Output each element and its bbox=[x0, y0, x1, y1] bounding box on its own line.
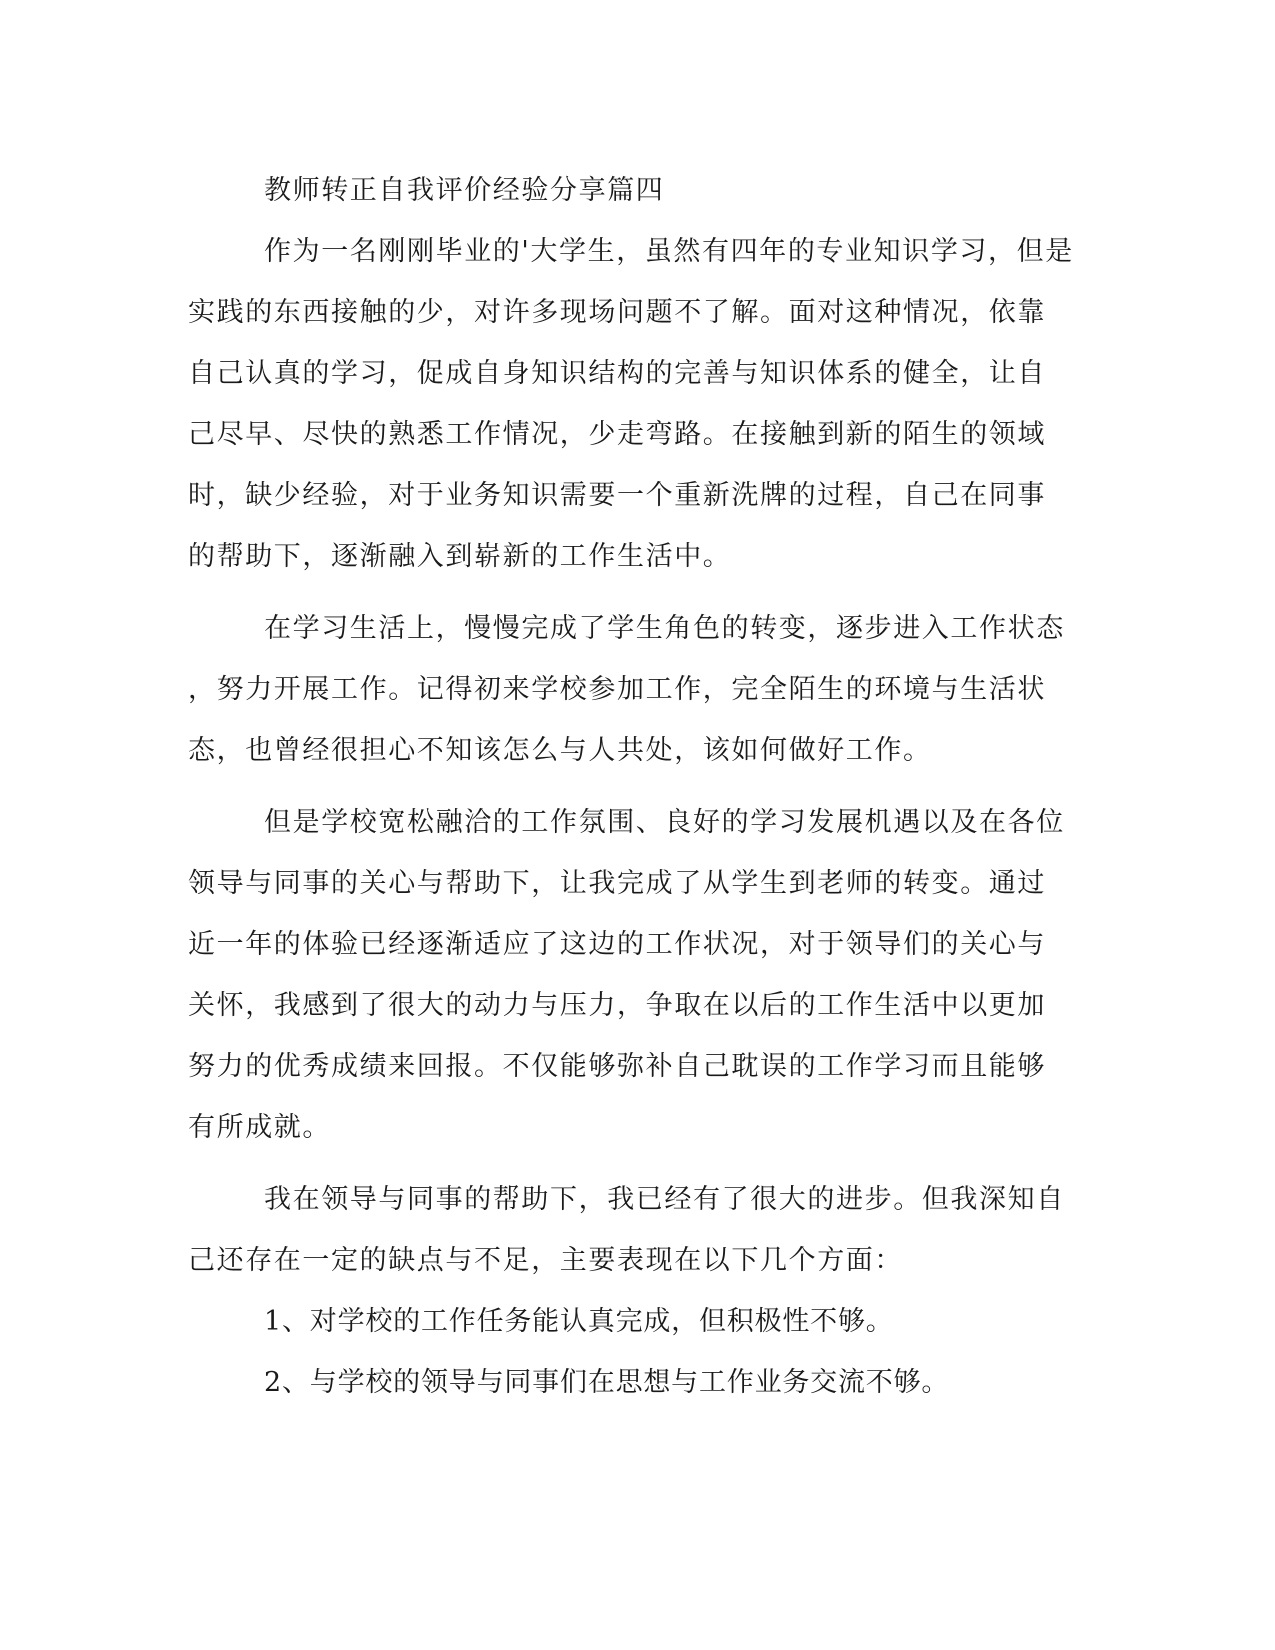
paragraph-line: 己尽早、尽快的熟悉工作情况，少走弯路。在接触到新的陌生的领域 bbox=[188, 419, 1046, 450]
list-item-line: 1、对学校的工作任务能认真完成，但积极性不够。 bbox=[264, 1306, 894, 1337]
paragraph-spacer bbox=[188, 1158, 1078, 1169]
paragraph-spacer bbox=[188, 587, 1078, 598]
paragraph-line: 态，也曾经很担心不知该怎么与人共处，该如何做好工作。 bbox=[188, 735, 932, 766]
paragraph-line: 但是学校宽松融洽的工作氛围、良好的学习发展机遇以及在各位 bbox=[264, 807, 1065, 838]
paragraph-line: 己还存在一定的缺点与不足，主要表现在以下几个方面： bbox=[188, 1245, 903, 1276]
document-title: 教师转正自我评价经验分享篇四 bbox=[264, 175, 665, 206]
paragraph-line: 关怀，我感到了很大的动力与压力，争取在以后的工作生活中以更加 bbox=[188, 990, 1046, 1021]
paragraph-line: 在学习生活上，慢慢完成了学生角色的转变，逐步进入工作状态 bbox=[264, 613, 1065, 644]
paragraph-2 bbox=[188, 598, 1078, 781]
paragraph-line: 有所成就。 bbox=[188, 1112, 331, 1143]
paragraph-line: 时，缺少经验，对于业务知识需要一个重新洗牌的过程，自己在同事 bbox=[188, 480, 1046, 511]
paragraph-line: 实践的东西接触的少，对许多现场问题不了解。面对这种情况，依靠 bbox=[188, 297, 1046, 328]
document-body bbox=[188, 160, 1078, 1413]
paragraph-4 bbox=[188, 1169, 1078, 1291]
paragraph-line: 我在领导与同事的帮助下，我已经有了很大的进步。但我深知自 bbox=[264, 1184, 1065, 1215]
list-item-1 bbox=[188, 1291, 1078, 1352]
paragraph-line: 领导与同事的关心与帮助下，让我完成了从学生到老师的转变。通过 bbox=[188, 868, 1046, 899]
paragraph-3 bbox=[188, 792, 1078, 1158]
paragraph-line: 自己认真的学习，促成自身知识结构的完善与知识体系的健全，让自 bbox=[188, 358, 1046, 389]
paragraph-line: 努力的优秀成绩来回报。不仅能够弥补自己耽误的工作学习而且能够 bbox=[188, 1051, 1046, 1082]
list-item-2 bbox=[188, 1352, 1078, 1413]
list-item-line: 2、与学校的领导与同事们在思想与工作业务交流不够。 bbox=[264, 1367, 950, 1398]
paragraph-line: 作为一名刚刚毕业的'大学生，虽然有四年的专业知识学习，但是 bbox=[264, 236, 1074, 267]
paragraph-spacer bbox=[188, 781, 1078, 792]
paragraph-line: 近一年的体验已经逐渐适应了这边的工作状况，对于领导们的关心与 bbox=[188, 929, 1046, 960]
paragraph-line: 的帮助下，逐渐融入到崭新的工作生活中。 bbox=[188, 541, 732, 572]
paragraph-line: ，努力开展工作。记得初来学校参加工作，完全陌生的环境与生活状 bbox=[188, 674, 1046, 705]
paragraph-1 bbox=[188, 221, 1078, 587]
